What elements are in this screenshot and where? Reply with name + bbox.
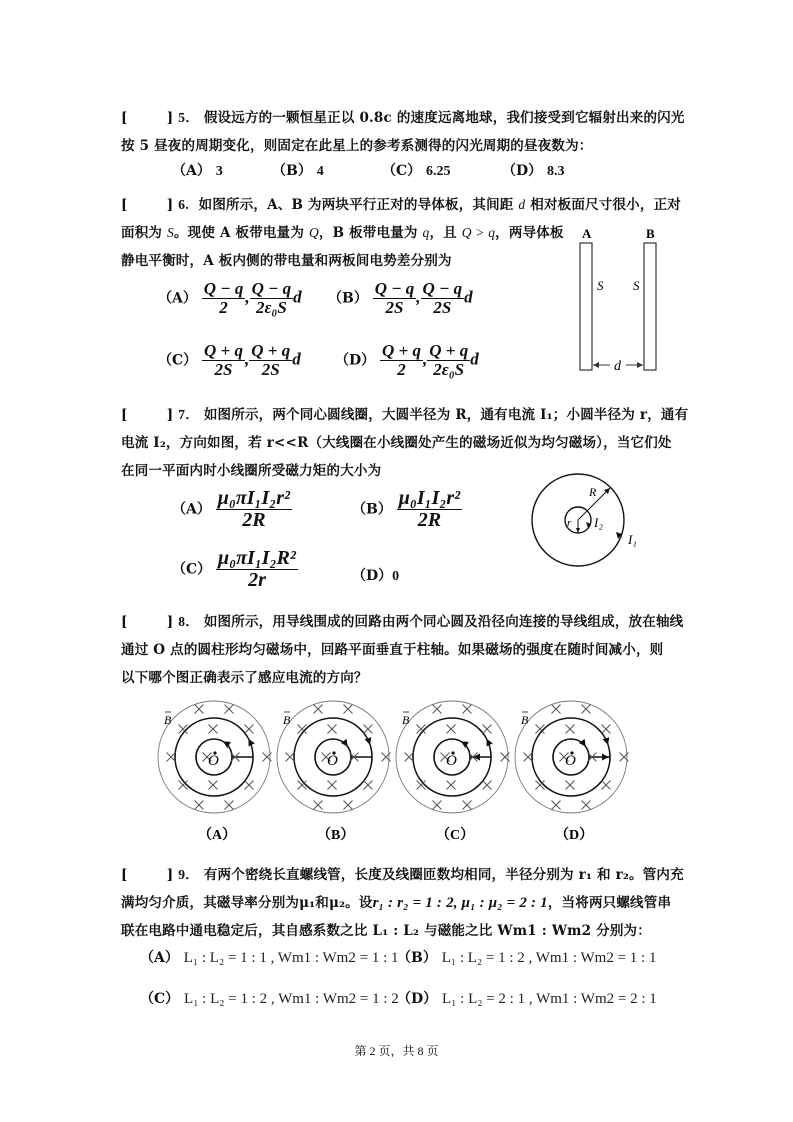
q9-line-1: [ ] 9． 有两个密绕长直螺线管，长度及线圈匝数均相同，半径分别为 r₁ 和 r₂。管内充 (121, 867, 684, 883)
q5-text-1: 假设远方的一颗恒星正以 0.8c 的速度远离地球，我们接受到它辐射出来的闪光 (203, 110, 685, 126)
q6-line-1: [ ] 6. 如图所示，A、B 为两块平行正对的导体板，其间距 d 相对板面尺寸很小，正对 (121, 197, 681, 213)
q7-line-2: 电流 I₂，方向如图，若 r<<R（大线圈在小线圈处产生的磁场近似为均匀磁场），当它们处 (121, 435, 672, 451)
q5-line-1 (121, 106, 685, 126)
center-label: O (565, 753, 576, 769)
q7-line-3: 在同一平面内时小线圈所受磁力矩的大小为 (121, 463, 382, 479)
q6-option-b: （B） $\frac{Q - q}{2S}$ , $\frac{Q - q}{2S}$ d (328, 279, 473, 317)
parallel-plates-figure (560, 220, 680, 380)
field-label: B (521, 713, 529, 727)
q5-option-d: （D） 8.3 (502, 163, 565, 179)
current-arrow-icon (341, 739, 348, 747)
current-arrow-icon (579, 739, 586, 747)
current-arrow-icon (603, 737, 610, 745)
q6-number: 6. (178, 197, 189, 212)
q7-option-b: （B） $\frac{\text{μ₀I₁I₂r²}}{2R}$ (352, 487, 461, 531)
figure-label: （B） (317, 828, 355, 842)
big-radius-label: R (589, 485, 597, 499)
induced-current-figure-a (149, 692, 279, 842)
q9-line-3: 联在电路中通电稳定后，其自感系数之比 L₁ : L₂ 与磁能之比 Wm1 : Wm2 分别为： (121, 923, 651, 939)
q9-option-d: （D） L₁ : L₂ = 2 : 1 , Wm1 : Wm2 = 2 : 1 (397, 991, 657, 1007)
gap-label: d (614, 359, 621, 374)
q7-option-d: （D）0 (352, 568, 400, 584)
q6-option-d: （D） $\frac{Q + q}{2}$ , $\frac{Q + q}{\text{2ε₀S}}$ d (335, 341, 479, 379)
q5-text-2: 按 5 昼夜的周期变化，则固定在此星上的参考系测得的闪光周期的昼夜数为： (121, 138, 593, 154)
induced-current-figure-b (268, 692, 398, 842)
small-current-label: I₂ (594, 515, 603, 530)
q5-number: 5． (178, 110, 199, 125)
figure-label: （D） (555, 828, 594, 842)
q7-answer-bracket[interactable]: [ ] (121, 407, 174, 423)
area-label-b: S (633, 278, 640, 293)
plate-b (644, 243, 656, 370)
q6-option-c: （C） $\frac{Q + q}{2S}$ , $\frac{Q + q}{2S}$ d (158, 341, 301, 379)
q9-option-c: （C） L₁ : L₂ = 1 : 2 , Wm1 : Wm2 = 1 : 2 (140, 991, 399, 1007)
figure-label: （A） (198, 828, 237, 842)
plate-b-label: B (646, 226, 655, 241)
q6-answer-bracket[interactable]: [ ] (121, 197, 174, 213)
q5-answer-bracket[interactable]: [ ] (121, 110, 174, 126)
induced-current-figure-c (387, 692, 517, 842)
q9-answer-bracket[interactable]: [ ] (121, 867, 174, 883)
center-label: O (446, 753, 457, 769)
center-label: O (327, 753, 338, 769)
radial-current-arrow-icon (602, 754, 609, 761)
q5-option-a: （A） 3 (172, 163, 223, 179)
area-label-a: S (597, 278, 604, 293)
q8-answer-bracket[interactable]: [ ] (121, 614, 174, 630)
radial-current-arrow-icon (473, 754, 480, 761)
small-radius-label: r (567, 517, 572, 529)
q7-line-1: [ ] 7． 如图所示，两个同心圆线圈，大圆半径为 R，通有电流 I₁；小圆半径为 r，通有 (121, 407, 689, 423)
plate-a-label: A (582, 226, 592, 241)
q8-number: 8． (178, 614, 199, 629)
q7-number: 7． (178, 407, 199, 422)
q5-option-b: （B） 4 (272, 163, 324, 179)
induced-current-figure-d (506, 692, 636, 842)
page-footer: 第 2 页，共 8 页 (354, 1044, 439, 1058)
field-label: B (402, 713, 410, 727)
q9-line-2: 满均匀介质，其磁导率分别为μ₁和μ₂。设r₁ : r₂ = 1 : 2, μ₁ : μ₂ = 2 : 1，当将两只螺线管串 (121, 895, 672, 911)
plate-a (580, 243, 592, 370)
q9-number: 9． (178, 867, 199, 882)
current-arrow-icon (365, 737, 372, 745)
q8-line-2: 通过 O 点的圆柱形均匀磁场中，回路平面垂直于柱轴。如果磁场的强度在随时间减小，则 (121, 642, 664, 658)
q9-option-b: （B） L₁ : L₂ = 1 : 2 , Wm1 : Wm2 = 1 : 1 (397, 950, 657, 966)
q9-option-a: （A） L₁ : L₂ = 1 : 1 , Wm1 : Wm2 = 1 : 1 (140, 950, 399, 966)
figure-label: （C） (436, 828, 475, 842)
field-label: B (164, 713, 172, 727)
q7-option-a: （A） $\frac{\text{μ₀πI₁I₂r²}}{2R}$ (172, 487, 291, 531)
center-label: O (208, 753, 219, 769)
q8-line-3: 以下哪个图正确表示了感应电流的方向？ (121, 670, 368, 686)
field-label: B (283, 713, 291, 727)
q6-line-3: 静电平衡时，A 板内侧的带电量和两板间电势差分别为 (121, 253, 452, 269)
concentric-coils-figure (520, 460, 660, 600)
q8-line-1: [ ] 8． 如图所示，用导线围成的回路由两个同心圆及沿径向连接的导线组成，放在轴线 (121, 614, 684, 630)
q5-option-c: （C） 6.25 (382, 163, 451, 179)
q5-line-2 (121, 134, 593, 154)
q6-line-2: 面积为 S。现使 A 板带电量为 Q，B 板带电量为 q，且 Q > q，两导体板 (121, 225, 564, 241)
big-current-label: I₁ (628, 532, 637, 547)
q7-option-c: （C） $\frac{\text{μ₀πI₁I₂R²}}{2r}$ (172, 547, 296, 591)
q6-option-a: （A） $\frac{Q - q}{2}$ , $\frac{Q - q}{\text{2ε₀S}}$ d (158, 279, 302, 317)
